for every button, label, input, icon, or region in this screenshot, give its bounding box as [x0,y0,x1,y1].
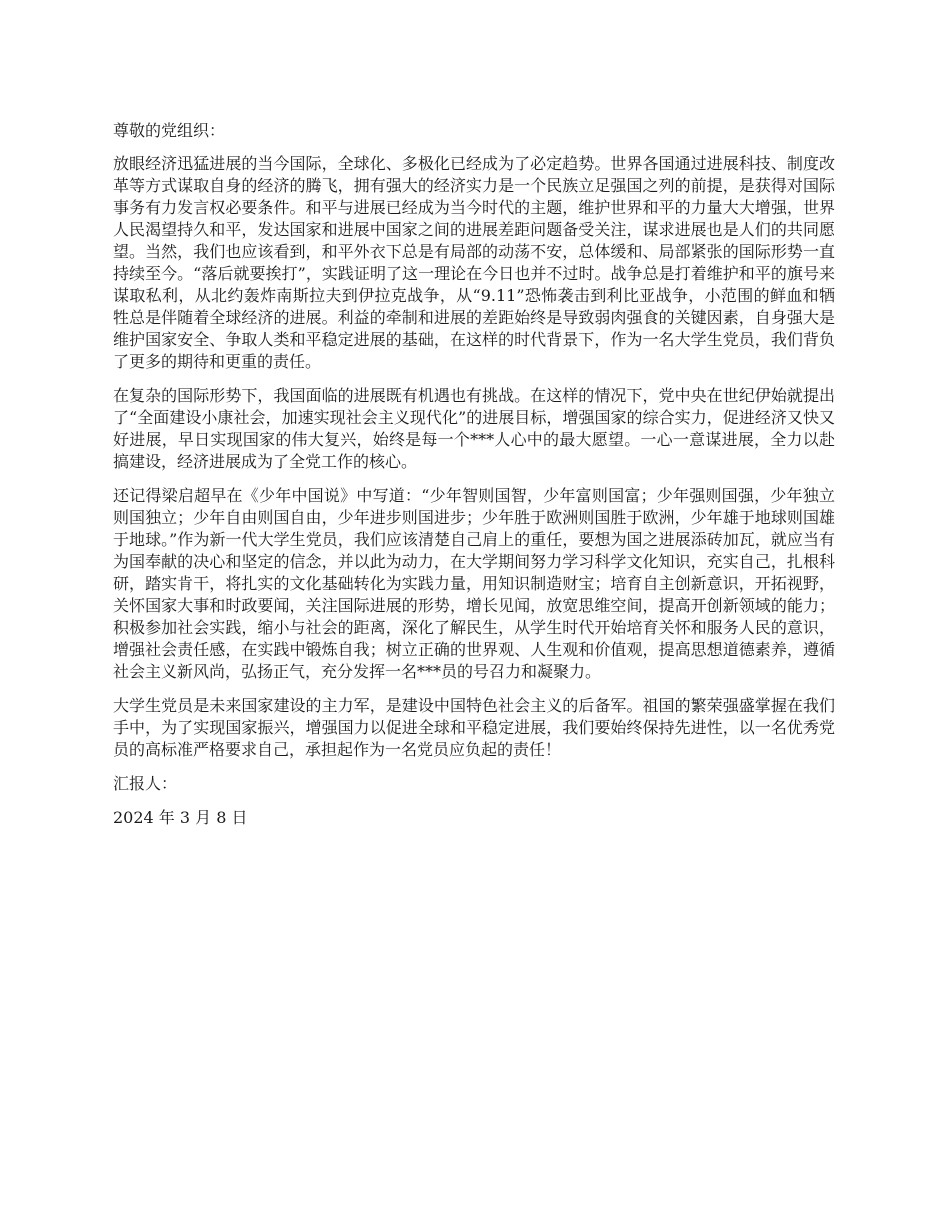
report-date: 2024 年 3 月 8 日 [113,808,248,827]
paragraph-4: 大学生党员是未来国家建设的主力军，是建设中国特色社会主义的后备军。祖国的繁荣强盛掌握在我们手中，为了实现国家振兴，增强国力以促进全球和平稳定进展，我们要始终保持先进性，以一名优秀党员的高标准严格要求自己，承担起作为一名党员应负起的责任！ [113,696,835,759]
paragraph-2: 在复杂的国际形势下，我国面临的进展既有机遇也有挑战。在这样的情况下，党中央在世纪伊始就提出了“全面建设小康社会，加速实现社会主义现代化”的进展目标，增强国家的综合实力，促进经济又快又好进展，早日实现国家的伟大复兴，始终是每一个***人心中的最大愿望。一心一意谋进展，全力以赴搞建设，经济进展成为了全党工作的核心。 [113,386,835,471]
salutation: 尊敬的党组织： [113,121,226,140]
document-body [113,120,835,841]
paragraph-1: 放眼经济迅猛进展的当今国际，全球化、多极化已经成为了必定趋势。世界各国通过进展科技、制度改革等方式谋取自身的经济的腾飞，拥有强大的经济实力是一个民族立足强国之列的前提，是获得对国际事务有力发言权必要条件。和平与进展已经成为当今时代的主题，维护世界和平的力量大大增强，世界人民渴望持久和平，发达国家和进展中国家之间的进展差距问题备受关注，谋求进展也是人们的共同愿望。当然，我们也应该看到，和平外衣下总是有局部的动荡不安，总体缓和、局部紧张的国际形势一直持续至今。“落后就要挨打”，实践证明了这一理论在今日也并不过时。战争总是打着维护和平的旗号来谋取私利，从北约轰炸南斯拉夫到伊拉克战争，从“9.11”恐怖袭击到利比亚战争，小范围的鲜血和牺牲总是伴随着全球经济的进展。利益的牵制和进展的差距始终是导致弱肉强食的关键因素，自身强大是维护国家安全、争取人类和平稳定进展的基础，在这样的时代背景下，作为一名大学生党员，我们背负了更多的期待和更重的责任。 [113,154,835,371]
signature-label: 汇报人： [113,774,178,793]
paragraph-3: 还记得梁启超早在《少年中国说》中写道：“少年智则国智，少年富则国富；少年强则国强，少年独立则国独立；少年自由则国自由，少年进步则国进步；少年胜于欧洲则国胜于欧洲，少年雄于地球则国雄于地球。”作为新一代大学生党员，我们应该清楚自己肩上的重任，要想为国之进展添砖加瓦，就应当有为国奉献的决心和坚定的信念，并以此为动力，在大学期间努力学习科学文化知识，充实自己，扎根科研，踏实肯干，将扎实的文化基础转化为实践力量，用知识制造财宝；培育自主创新意识，开拓视野，关怀国家大事和时政要闻，关注国际进展的形势，增长见闻，放宽思维空间，提高开创新领域的能力；积极参加社会实践，缩小与社会的距离，深化了解民生，从学生时代开始培育关怀和服务人民的意识，增强社会责任感，在实践中锻炼自我；树立正确的世界观、人生观和价值观，提高思想道德素养，遵循社会主义新风尚，弘扬正气，充分发挥一名***员的号召力和凝聚力。 [113,486,835,681]
